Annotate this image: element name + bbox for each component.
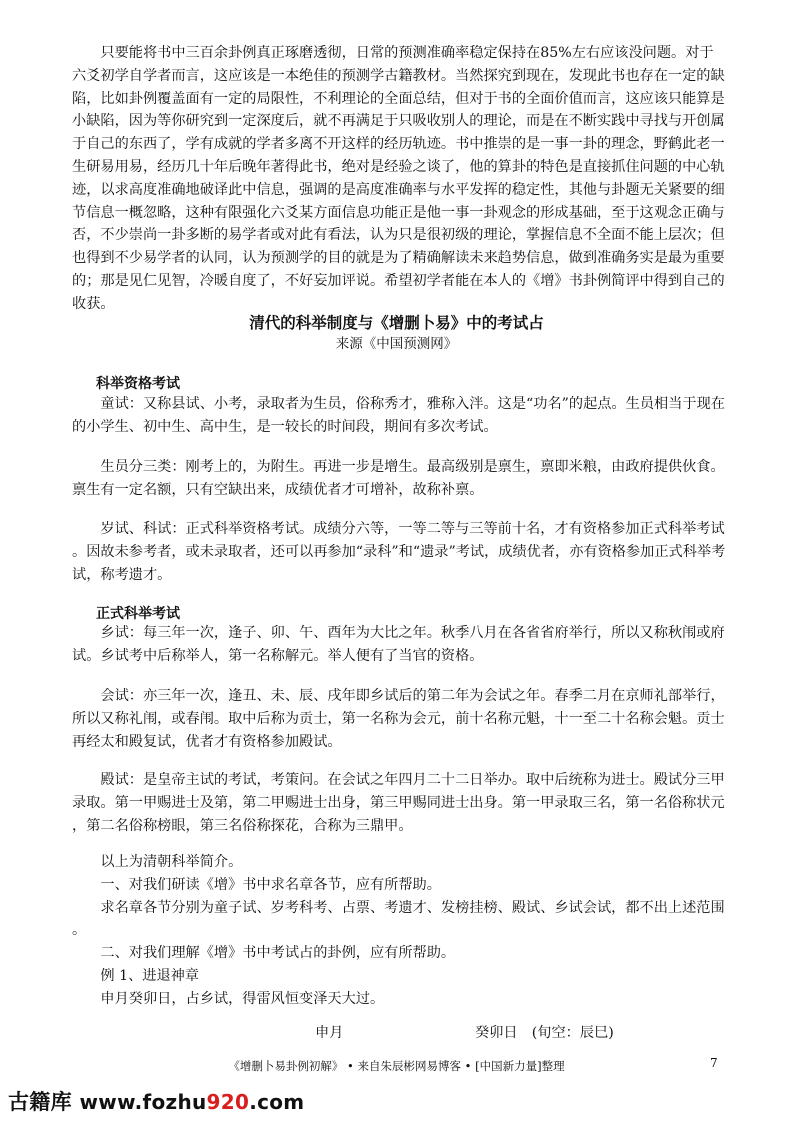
text-line: 小缺陷，因为等你研究到一定深度后，就不再满足于只吸收别人的理论，而是在不断实践中寻找与开创属 bbox=[72, 113, 725, 130]
text-line: 于自己的东西了，学有成就的学者多离不开这样的经历轨迹。书中推崇的是一事一卦的理念，野鹤此老一 bbox=[72, 136, 725, 153]
text-line: 录取。第一甲赐进士及第，第二甲赐进士出身，第三甲赐同进士出身。第一甲录取三名，第一名俗称状元 bbox=[72, 794, 725, 811]
text-line: ，第二名俗称榜眼，第三名俗称探花，合称为三鼎甲。 bbox=[72, 817, 413, 834]
text-line: 所以又称礼闱，或春闱。取中后称为贡士，第一名称为会元，前十名称元魁，十一至二十名称会魁。贡士 bbox=[72, 710, 725, 727]
text-line: 例 1、进退神章 bbox=[72, 967, 200, 984]
paragraph-tongshi bbox=[72, 393, 725, 439]
watermark-url[interactable] bbox=[80, 1090, 305, 1114]
paragraph-dianshi bbox=[72, 769, 725, 837]
text-line: 否，不少崇尚一卦多断的易学者或对此有看法，认为只是很初级的理论，掌握信息不全面不能上层次；但 bbox=[72, 227, 725, 244]
text-line: 岁试、科试：正式科举资格考试。成绩分六等，一等二等与三等前十名，才有资格参加正式科举考试 bbox=[72, 521, 725, 537]
text-line: 节信息一概忽略，这种有限强化六爻某方面信息功能正是他一事一卦观念的形成基础，至于这观念正确与 bbox=[72, 204, 725, 221]
section-heading-qualification: 科举资格考试 bbox=[96, 376, 180, 392]
text-line: 试，称考遗才。 bbox=[72, 566, 172, 583]
text-line: 再经太和殿复试，优者才有资格参加殿试。 bbox=[72, 733, 342, 750]
paragraph-summary bbox=[72, 851, 725, 1011]
article-source: 来源《中国预测网》 bbox=[335, 336, 458, 352]
watermark-url-suffix: .com bbox=[249, 1090, 305, 1114]
text-line: 迹，以求高度准确地破译此中信息，强调的是高度准确率与水平发挥的稳定性，其他与卦题无关紧要的细 bbox=[72, 181, 725, 198]
text-line: 二、对我们理解《增》书中考试占的卦例，应有所帮助。 bbox=[72, 945, 456, 962]
text-line: 只要能将书中三百余卦例真正琢磨透彻，日常的预测准确率稳定保持在85%左右应该没问题。对于 bbox=[72, 45, 714, 61]
text-line: 生研易用易，经历几十年后晚年著得此书，绝对是经验之谈了，他的算卦的特色是直接抓住问题的中心轨 bbox=[72, 158, 725, 175]
paragraph-suishi bbox=[72, 518, 726, 586]
text-line: 。因故未参考者，或未录取者，还可以再参加“录科”和“遗录”考试，成绩优者，亦有资格参加正式科举考 bbox=[72, 543, 726, 560]
article-title: 清代的科举制度与《增删卜易》中的考试占 bbox=[249, 314, 544, 332]
watermark-site-name: 古籍库 bbox=[8, 1090, 72, 1114]
text-line: 陷，比如卦例覆盖面有一定的局限性，不利理论的全面总结，但对于书的全面价值而言，这应该只能算是 bbox=[72, 90, 725, 107]
paragraph-huishi bbox=[72, 685, 725, 753]
text-line: 申月癸卯日，占乡试，得雷风恒变泽天大过。 bbox=[72, 990, 385, 1007]
text-line: 乡试：每三年一次，逢子、卯、午、酉年为大比之年。秋季八月在各省省府举行，所以又称秋闱或府 bbox=[72, 625, 725, 641]
section-heading-formal-exam: 正式科举考试 bbox=[96, 606, 180, 622]
text-line: 六爻初学自学者而言，这应该是一本绝佳的预测学古籍教材。当然探究到现在，发现此书也存在一定的缺 bbox=[72, 67, 725, 84]
text-line: 禀生有一定名额，只有空缺出来，成绩优者才可增补，故称补禀。 bbox=[72, 481, 484, 498]
watermark-url-number: 920 bbox=[206, 1090, 250, 1114]
text-line: 收获。 bbox=[72, 295, 115, 312]
text-line: 也得到不少易学者的认同，认为预测学的目的就是为了精确解读未来趋势信息，做到准确务实是最为重要 bbox=[72, 250, 725, 267]
text-line: 一、对我们研读《增》书中求名章各节，应有所帮助。 bbox=[72, 876, 441, 893]
intro-paragraph bbox=[72, 42, 725, 316]
page-footer: 《增删卜易卦例初解》 • 来自朱辰彬网易博客 • [中国新力量]整理 bbox=[228, 1059, 565, 1073]
paragraph-shengyuan bbox=[72, 456, 725, 502]
text-line: 的小学生、初中生、高中生，是一较长的时间段，期间有多次考试。 bbox=[72, 418, 498, 435]
text-line: 童试：又称县试、小考，录取者为生员，俗称秀才，雅称入泮。这是“功名”的起点。生员相当于现在 bbox=[72, 396, 725, 412]
text-line: 生员分三类：刚考上的，为附生。再进一步是增生。最高级别是禀生，禀即米粮，由政府提供伙食。 bbox=[72, 459, 725, 475]
text-line: 的；那是见仁见智，冷暖自度了，不好妄加评说。希望初学者能在本人的《增》书卦例简评中得到自己的 bbox=[72, 272, 725, 289]
hexagram-day: 癸卯日 (旬空：辰巳) bbox=[475, 1025, 614, 1041]
text-line: 以上为清朝科举简介。 bbox=[72, 854, 243, 870]
text-line: 。 bbox=[72, 922, 87, 939]
site-watermark bbox=[8, 1086, 304, 1116]
page-number: 7 bbox=[710, 1056, 718, 1070]
text-line: 会试：亦三年一次，逢丑、未、辰、戌年即乡试后的第二年为会试之年。春季二月在京师礼部举行， bbox=[72, 688, 725, 704]
text-line: 试。乡试考中后称举人，第一名称解元。举人便有了当官的资格。 bbox=[72, 647, 484, 664]
text-line: 求名章各节分别为童子试、岁考科考、占票、考遗才、发榜挂榜、殿试、乡试会试，都不出上述范围 bbox=[72, 899, 725, 916]
hexagram-month: 申月 bbox=[315, 1025, 344, 1041]
text-line: 殿试：是皇帝主试的考试，考策问。在会试之年四月二十二日举办。取中后统称为进士。殿试分三甲 bbox=[72, 772, 725, 788]
paragraph-xiangshi bbox=[72, 622, 725, 668]
watermark-url-prefix: www.fozhu bbox=[79, 1090, 207, 1114]
